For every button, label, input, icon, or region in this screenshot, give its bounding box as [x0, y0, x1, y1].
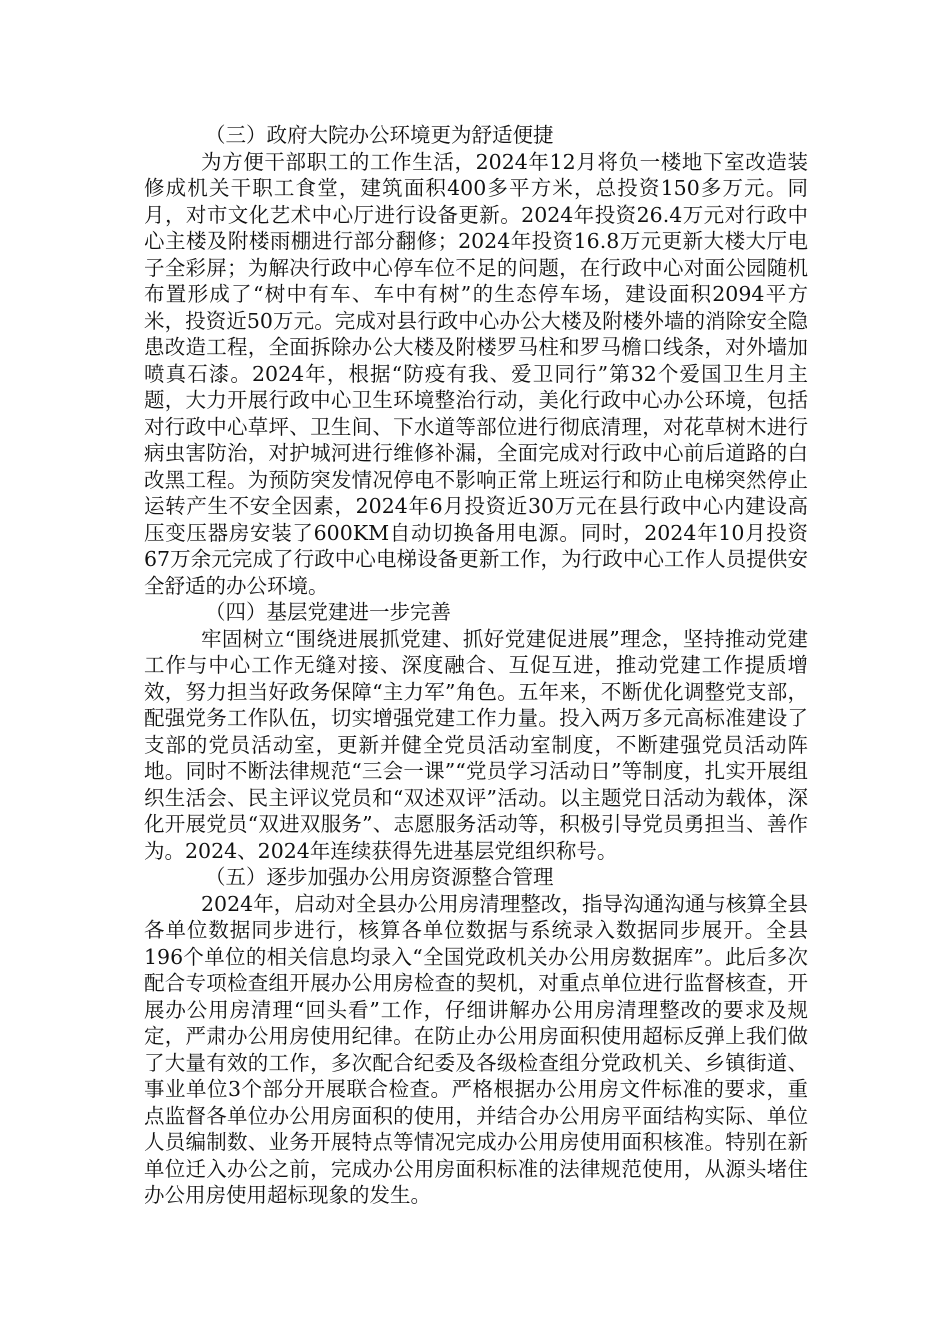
section-paragraph: 牢固树立“围绕进展抓党建、抓好党建促进展”理念，坚持推动党建工作与中心工作无缝对接、深度融合、互促互进，推动党建工作提质增效，努力担当好政务保障“主力军”角色。五年来，不断优化调整党支部，配强党务工作队伍，切实增强党建工作力量。投入两万多元高标准建设了支部的党员活动室，更新并健全党员活动室制度，不断建强党员活动阵地。同时不断法律规范“三会一课”“党员学习活动日”等制度，扎实开展组织生活会、民主评议党员和“双述双评”活动。以主题党日活动为载体，深化开展党员“双进双服务”、志愿服务活动等，积极引导党员勇担当、善作为。2024、2024年连续获得先进基层党组织称号。	[144, 626, 808, 863]
section-5	[144, 864, 808, 1209]
section-heading: （三）政府大院办公环境更为舒适便捷	[205, 123, 554, 147]
section-heading: （五）逐步加强办公用房资源整合管理	[205, 865, 554, 889]
section-heading: （四）基层党建进一步完善	[205, 600, 451, 624]
section-paragraph: 为方便干部职工的工作生活，2024年12月将负一楼地下室改造装修成机关干职工食堂，建筑面积400多平方米，总投资150多万元。同月，对市文化艺术中心厅进行设备更新。2024年投资26.4万元对行政中心主楼及附楼雨棚进行部分翻修；2024年投资16.8万元更新大楼大厅电子全彩屏；为解决行政中心停车位不足的问题，在行政中心对面公园随机布置形成了“树中有车、车中有树”的生态停车场，建设面积2094平方米，投资近50万元。完成对县行政中心办公大楼及附楼外墙的消除安全隐患改造工程，全面拆除办公大楼及附楼罗马柱和罗马檐口线条，对外墙加喷真石漆。2024年，根据“防疫有我、爱卫同行”第32个爱国卫生月主题，大力开展行政中心卫生环境整治行动，美化行政中心办公环境，包括对行政中心草坪、卫生间、下水道等部位进行彻底清理，对花草树木进行病虫害防治，对护城河进行维修补漏，全面完成对行政中心前后道路的白改黑工程。为预防突发情况停电不影响正常上班运行和防止电梯突然停止运转产生不安全因素，2024年6月投资近30万元在县行政中心内建设高压变压器房安装了600KM自动切换备用电源。同时，2024年10月投资67万余元完成了行政中心电梯设备更新工作，为行政中心工作人员提供安全舒适的办公环境。	[144, 149, 808, 598]
section-4	[144, 599, 808, 864]
section-3	[144, 122, 808, 599]
section-paragraph: 2024年，启动对全县办公用房清理整改，指导沟通沟通与核算全县各单位数据同步进行，核算各单位数据与系统录入数据同步展开。全县196个单位的相关信息均录入“全国党政机关办公用房数据库”。此后多次配合专项检查组开展办公用房检查的契机，对重点单位进行监督核查，开展办公用房清理“回头看”工作，仔细讲解办公用房清理整改的要求及规定，严肃办公用房使用纪律。在防止办公用房面积使用超标反弹上我们做了大量有效的工作，多次配合纪委及各级检查组分党政机关、乡镇街道、事业单位3个部分开展联合检查。严格根据办公用房文件标准的要求，重点监督各单位办公用房面积的使用，并结合办公用房平面结构实际、单位人员编制数、业务开展特点等情况完成办公用房使用面积核准。特别在新单位迁入办公之前，完成办公用房面积标准的法律规范使用，从源头堵住办公用房使用超标现象的发生。	[144, 891, 808, 1207]
